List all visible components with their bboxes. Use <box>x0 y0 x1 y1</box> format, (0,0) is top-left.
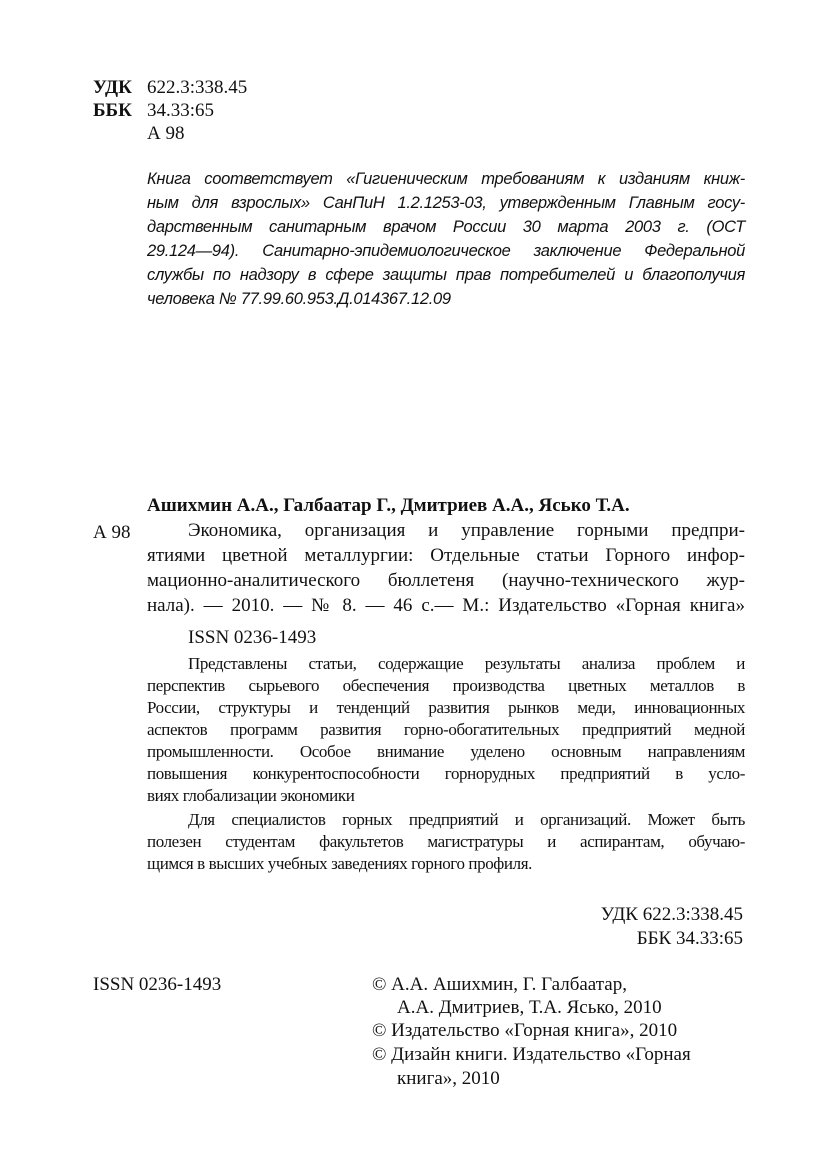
audience-line: полезен студентам факультетов магистратуры и аспирантам, обучаю- <box>147 832 745 851</box>
entry-code: А 98 <box>93 522 131 543</box>
audience-line: щимся в высших учебных заведениях горного профиля. <box>147 854 532 873</box>
note-line: человека № 77.99.60.953.Д.014367.12.09 <box>147 290 451 308</box>
copyright-line: А.А. Дмитриев, Т.А. Ясько, 2010 <box>397 997 662 1018</box>
udk-label: УДК <box>93 77 132 98</box>
author-sign: А 98 <box>147 123 185 144</box>
note-line: дарственным санитарным врачом России 30 марта 2003 г. (ОСТ <box>147 218 745 236</box>
note-line: службы по надзору в сфере защиты прав потребителей и благополучия <box>147 266 745 284</box>
note-line: ным для взрослых» СанПиН 1.2.1253-03, утвержденным Главным госу- <box>147 194 745 212</box>
issn: ISSN 0236-1493 <box>188 627 317 648</box>
abstract-line: промышленности. Особое внимание уделено основным направлениям <box>147 742 745 761</box>
copyright-line: © А.А. Ашихмин, Г. Галбаатар, <box>372 974 627 995</box>
abstract-line: Представлены статьи, содержащие результаты анализа проблем и <box>188 654 745 673</box>
title-line: ятиями цветной металлургии: Отдельные статьи Горного инфор- <box>147 545 745 566</box>
udk-value: 622.3:338.45 <box>147 77 248 98</box>
title-line: Экономика, организация и управление горными предпри- <box>188 520 745 541</box>
footer-issn: ISSN 0236-1493 <box>93 974 222 995</box>
abstract-line: аспектов программ развития горно-обогатительных предприятий медной <box>147 720 745 739</box>
authors: Ашихмин А.А., Галбаатар Г., Дмитриев А.А., Ясько Т.А. <box>147 495 630 516</box>
footer-udk: УДК 622.3:338.45 <box>600 904 743 925</box>
bbk-label: ББК <box>93 100 132 121</box>
abstract-line: повышения конкурентоспособности горнорудных предприятий в усло- <box>147 764 745 783</box>
title-line: нала). — 2010. — № 8. — 46 с.— М.: Издательство «Горная книга» <box>147 595 745 616</box>
bbk-value: 34.33:65 <box>147 100 215 121</box>
abstract-line: России, структуры и тенденций развития рынков меди, инновационных <box>147 698 745 717</box>
abstract-line: перспектив сырьевого обеспечения производства цветных металлов в <box>147 676 745 695</box>
footer-bbk: ББК 34.33:65 <box>636 928 743 949</box>
copyright-line: книга», 2010 <box>397 1068 500 1089</box>
note-line: Книга соответствует «Гигиеническим требованиям к изданиям книж- <box>147 170 745 188</box>
copyright-line: © Дизайн книги. Издательство «Горная <box>372 1044 691 1065</box>
copyright-line: © Издательство «Горная книга», 2010 <box>372 1020 678 1041</box>
audience-line: Для специалистов горных предприятий и организаций. Может быть <box>188 810 745 829</box>
abstract-line: виях глобализации экономики <box>147 786 355 805</box>
note-line: 29.124—94). Санитарно-эпидемиологическое заключение Федеральной <box>147 242 745 260</box>
title-line: мационно-аналитического бюллетеня (научно-технического жур- <box>147 570 745 591</box>
